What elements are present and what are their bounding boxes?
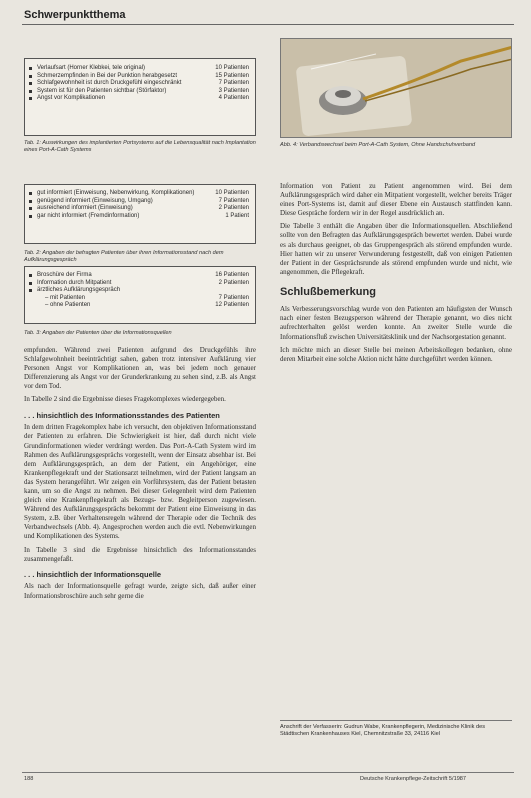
table-row: Schmerzempfinden in Bei der Punktion herabgesetzt 15 Patienten	[25, 73, 255, 81]
left-column	[24, 346, 256, 605]
table-row: Schlafgewohnheit ist durch Druckgefühl eingeschränkt 7 Patienten	[25, 80, 255, 88]
table-row: Angst vor Komplikationen 4 Patienten	[25, 95, 255, 103]
body-paragraph: Als Verbesserungsvorschlag wurde von den Patienten am häufigsten der Wunsch nach einer festen Bezugsperson während der Therapie genannt, wo dies nicht aufrechterhalten gelöst werden konnte. An zweiter Stelle wurde die Informationsfluß zwischen Universitätsklinik und der Nachsorgestation genannt.	[280, 305, 512, 341]
page-header: Schwerpunktthema	[24, 9, 126, 21]
subheading: . . . hinsichtlich der Informationsquelle	[24, 569, 162, 579]
table-2	[24, 184, 256, 244]
page-number: 188	[24, 776, 34, 782]
table-row: System ist für den Patienten sichtbar (Störfaktor) 3 Patienten	[25, 88, 255, 96]
table-3	[24, 266, 256, 324]
body-paragraph: In Tabelle 2 sind die Ergebnisse dieses Fragekomplexes wiedergegeben.	[24, 395, 226, 404]
subheading: . . . hinsichtlich des Informationsstandes des Patienten	[24, 410, 220, 420]
table-1-caption: Tab. 1: Auswirkungen des implantierten Portsystems auf die Lebensqualität nach Implantation eines Port-A-Cath Systems	[24, 140, 256, 153]
port-device-photo	[281, 39, 512, 138]
table-row: gut informiert (Einweisung, Nebenwirkung, Komplikationen) 10 Patienten	[25, 190, 255, 198]
body-paragraph: empfunden. Während zwei Patienten aufgrund des Druckgefühls ihre Schlafgewohnheit beeinträchtigt sahen, gaben trotz intensiver Aufklärung vier Personen Angst vor Komplikationen an, was bei jedem noch genauer Differenzierung als Angst vor der Grunderkrankung zu sehen sind, z.B. als Angst vor dem Tod.	[24, 346, 256, 391]
right-column	[280, 182, 512, 368]
table-1	[24, 58, 256, 136]
body-paragraph: Information von Patient zu Patient angenommen wird. Bei dem Aufklärungsgespräch wird daher ein Mitpatient vorgestellt, welcher bereits Träger eines Port-Systems ist, damit auf dieser Ebene ein Austausch stattfinden kann. Diese Gespräche fordern wir in der Regel ausdrücklich an.	[280, 182, 512, 218]
table-row: Broschüre der Firma 16 Patienten	[25, 272, 255, 280]
body-paragraph: Die Tabelle 3 enthält die Angaben über die Informationsquellen. Abschließend sollte von den Befragten das Aufklärungsgespräch bewertet werden. Dabei wurde es als durchaus geeignet, ob das Gruppengespräch als störend empfunden wurde. Hier hatten wir zu unserer Verwunderung festgestellt, daß von einigen Patienten der Patient in der Gesprächsrunde als störend empfunden wurde und nicht, wie angenommen, die Pflegekraft.	[280, 222, 512, 276]
body-paragraph: In Tabelle 3 sind die Ergebnisse hinsichtlich des Informationsstandes zusammengefaßt.	[24, 545, 256, 563]
table-row: ärztliches Aufklärungsgespräch	[25, 287, 255, 295]
journal-name: Deutsche Krankenpflege-Zeitschrift 5/1987	[360, 776, 467, 782]
header-rule	[22, 24, 514, 25]
author-address: Anschrift der Verfasserin: Gudrun Wabe, Krankenpflegerin, Medizinische Klinik des Städtischen Krankenhauses Kiel, Chemnitzstraße 33, 24116 Kiel	[280, 720, 512, 739]
table-row: gar nicht informiert (Fremdinformation) 1 Patient	[25, 213, 255, 221]
body-paragraph: Als nach der Informationsquelle gefragt wurde, zeigte sich, daß außer einer Informationsbroschüre auch sehr gerne die	[24, 582, 256, 600]
table-row: Verlaufsart (Horner Klebkei, tele original) 10 Patienten	[25, 65, 255, 73]
footer-rule	[22, 772, 514, 773]
table-row: – mit Patienten 7 Patienten	[45, 294, 249, 301]
table-row: – ohne Patienten 12 Patienten	[45, 302, 249, 308]
table-3-caption: Tab. 3: Angaben der Patienten über die Informationsquellen	[24, 330, 172, 336]
figure-photo	[280, 38, 512, 138]
figure-caption: Abb. 4: Verbandswechsel beim Port-A-Cath System, Ohne Handschuhverband	[280, 142, 476, 148]
body-paragraph: In dem dritten Fragekomplex habe ich versucht, den objektiven Informationsstand der Patienten zu erfahren. Die Schwierigkeit ist hier, daß durch nicht viele Grundinformationen wieder verdrängt werden. Das Port-A-Cath System wird im Rahmen des Aufklärungsgesprächs vorgestellt, wenn der Einsatz absehbar ist. Bei dem Aufklärungsgespräch, an dem der Patient, ein Angehöriger, eine Krankenpflegekraft und der Stationsarzt teilnehmen, wird der Patient langsam an das System herangeführt. Wir zeigen ein Vorführsystem, das der Patient betasten kann, um so die Angst zu nehmen. Bei dieser Gelegenheit wird dem Patienten gleich eine Krankenpflegekraft als Bezugs- bzw. Begleitperson zugewiesen. Während des Aufklärungsgesprächs bekommt der Patient eine Einweisung in das System, z.B. über Verhaltensregeln während der Therapie oder die Technik des Verbandwechsels (Abb. 4). Angesprochen werden auch die evtl. Nebenwirkungen und Komplikationen des Systems.	[24, 423, 256, 541]
section-title: Schlußbemerkung	[280, 285, 376, 298]
table-row: Information durch Mitpatient 2 Patienten	[25, 280, 255, 288]
body-paragraph: Ich möchte mich an dieser Stelle bei meinen Arbeitskollegen bedanken, ohne deren Mitarbeit eine solche Aktion nicht hätte durchgeführt werden können.	[280, 345, 512, 363]
table-row: genügend informiert (Einweisung, Umgang) 7 Patienten	[25, 198, 255, 206]
table-row: ausreichend informiert (Einweisung) 2 Patienten	[25, 205, 255, 213]
table-2-caption: Tab. 2: Angaben der befragten Patienten über ihren Informationsstand nach dem Aufklärungsgespräch	[24, 250, 224, 263]
